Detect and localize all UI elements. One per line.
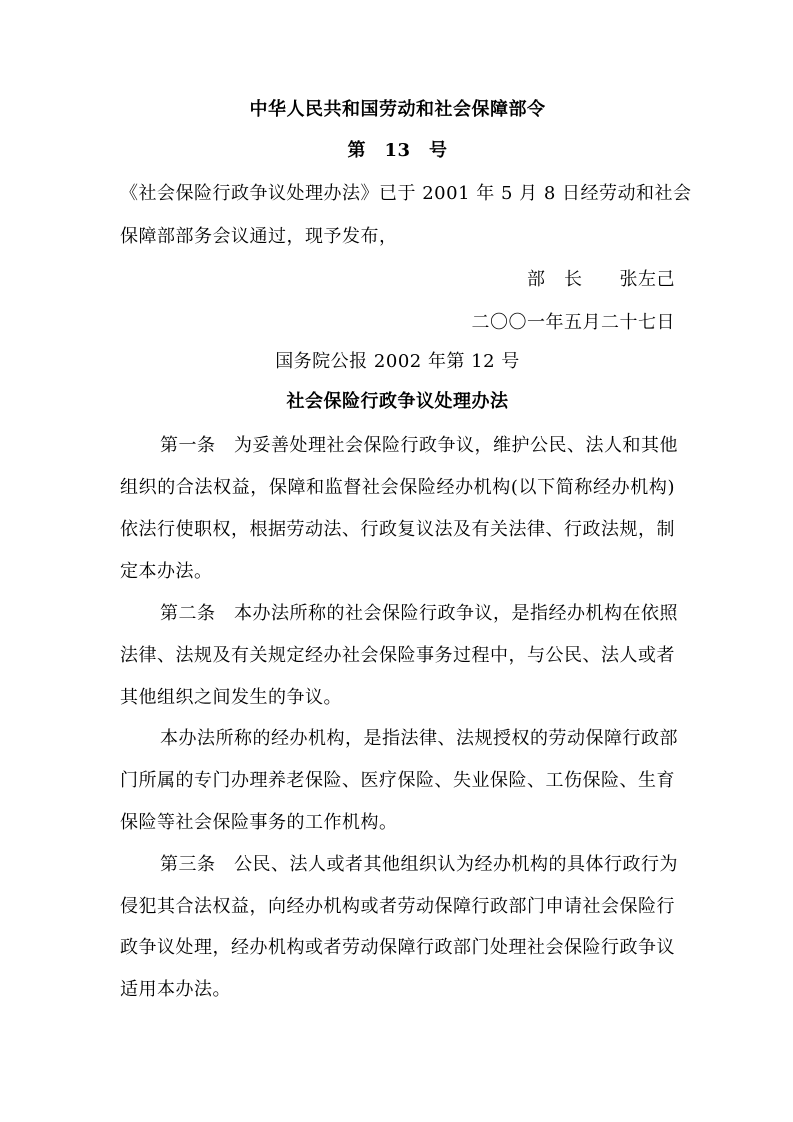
article-2-para-2-line-2: 门所属的专门办理养老保险、医疗保险、失业保险、工伤保险、生育 bbox=[120, 770, 675, 791]
publication-text-line-1: 《社会保险行政争议处理办法》已于 2001 年 5 月 8 日经劳动和社会 bbox=[120, 183, 692, 204]
article-3-line-3: 政争议处理，经办机构或者劳动保障行政部门处理社会保险行政争议 bbox=[120, 937, 675, 958]
publication-date: 二〇〇一年五月二十七日 bbox=[471, 312, 675, 333]
article-1-line-3: 依法行使职权，根据劳动法、行政复议法及有关法律、行政法规，制 bbox=[120, 519, 675, 540]
article-2-para-2-line-3: 保险等社会保险事务的工作机构。 bbox=[120, 812, 398, 833]
article-3-line-1: 第三条 公民、法人或者其他组织认为经办机构的具体行政行为 bbox=[160, 854, 678, 875]
document-title: 社会保险行政争议处理办法 bbox=[286, 391, 509, 412]
gazette-reference: 国务院公报 2002 年第 12 号 bbox=[275, 351, 520, 372]
publication-text-line-2: 保障部部务会议通过，现予发布， bbox=[120, 226, 398, 247]
article-3-line-2: 侵犯其合法权益，向经办机构或者劳动保障行政部门申请社会保险行 bbox=[120, 896, 675, 917]
article-1-line-1: 第一条 为妥善处理社会保险行政争议，维护公民、法人和其他 bbox=[160, 435, 678, 456]
article-2-line-2: 法律、法规及有关规定经办社会保险事务过程中，与公民、法人或者 bbox=[120, 645, 675, 666]
article-2-para-2-line-1: 本办法所称的经办机构，是指法律、法规授权的劳动保障行政部 bbox=[160, 728, 678, 749]
article-3-line-4: 适用本办法。 bbox=[120, 979, 231, 1000]
article-1-line-4: 定本办法。 bbox=[120, 561, 213, 582]
signatory: 部 长 张左己 bbox=[527, 269, 675, 290]
article-2-line-1: 第二条 本办法所称的社会保险行政争议，是指经办机构在依照 bbox=[160, 603, 678, 624]
article-2-line-3: 其他组织之间发生的争议。 bbox=[120, 687, 342, 708]
article-1-line-2: 组织的合法权益，保障和监督社会保险经办机构(以下简称经办机构) bbox=[120, 477, 675, 498]
decree-title: 中华人民共和国劳动和社会保障部令 bbox=[249, 99, 546, 120]
decree-number: 第 13 号 bbox=[347, 140, 448, 161]
